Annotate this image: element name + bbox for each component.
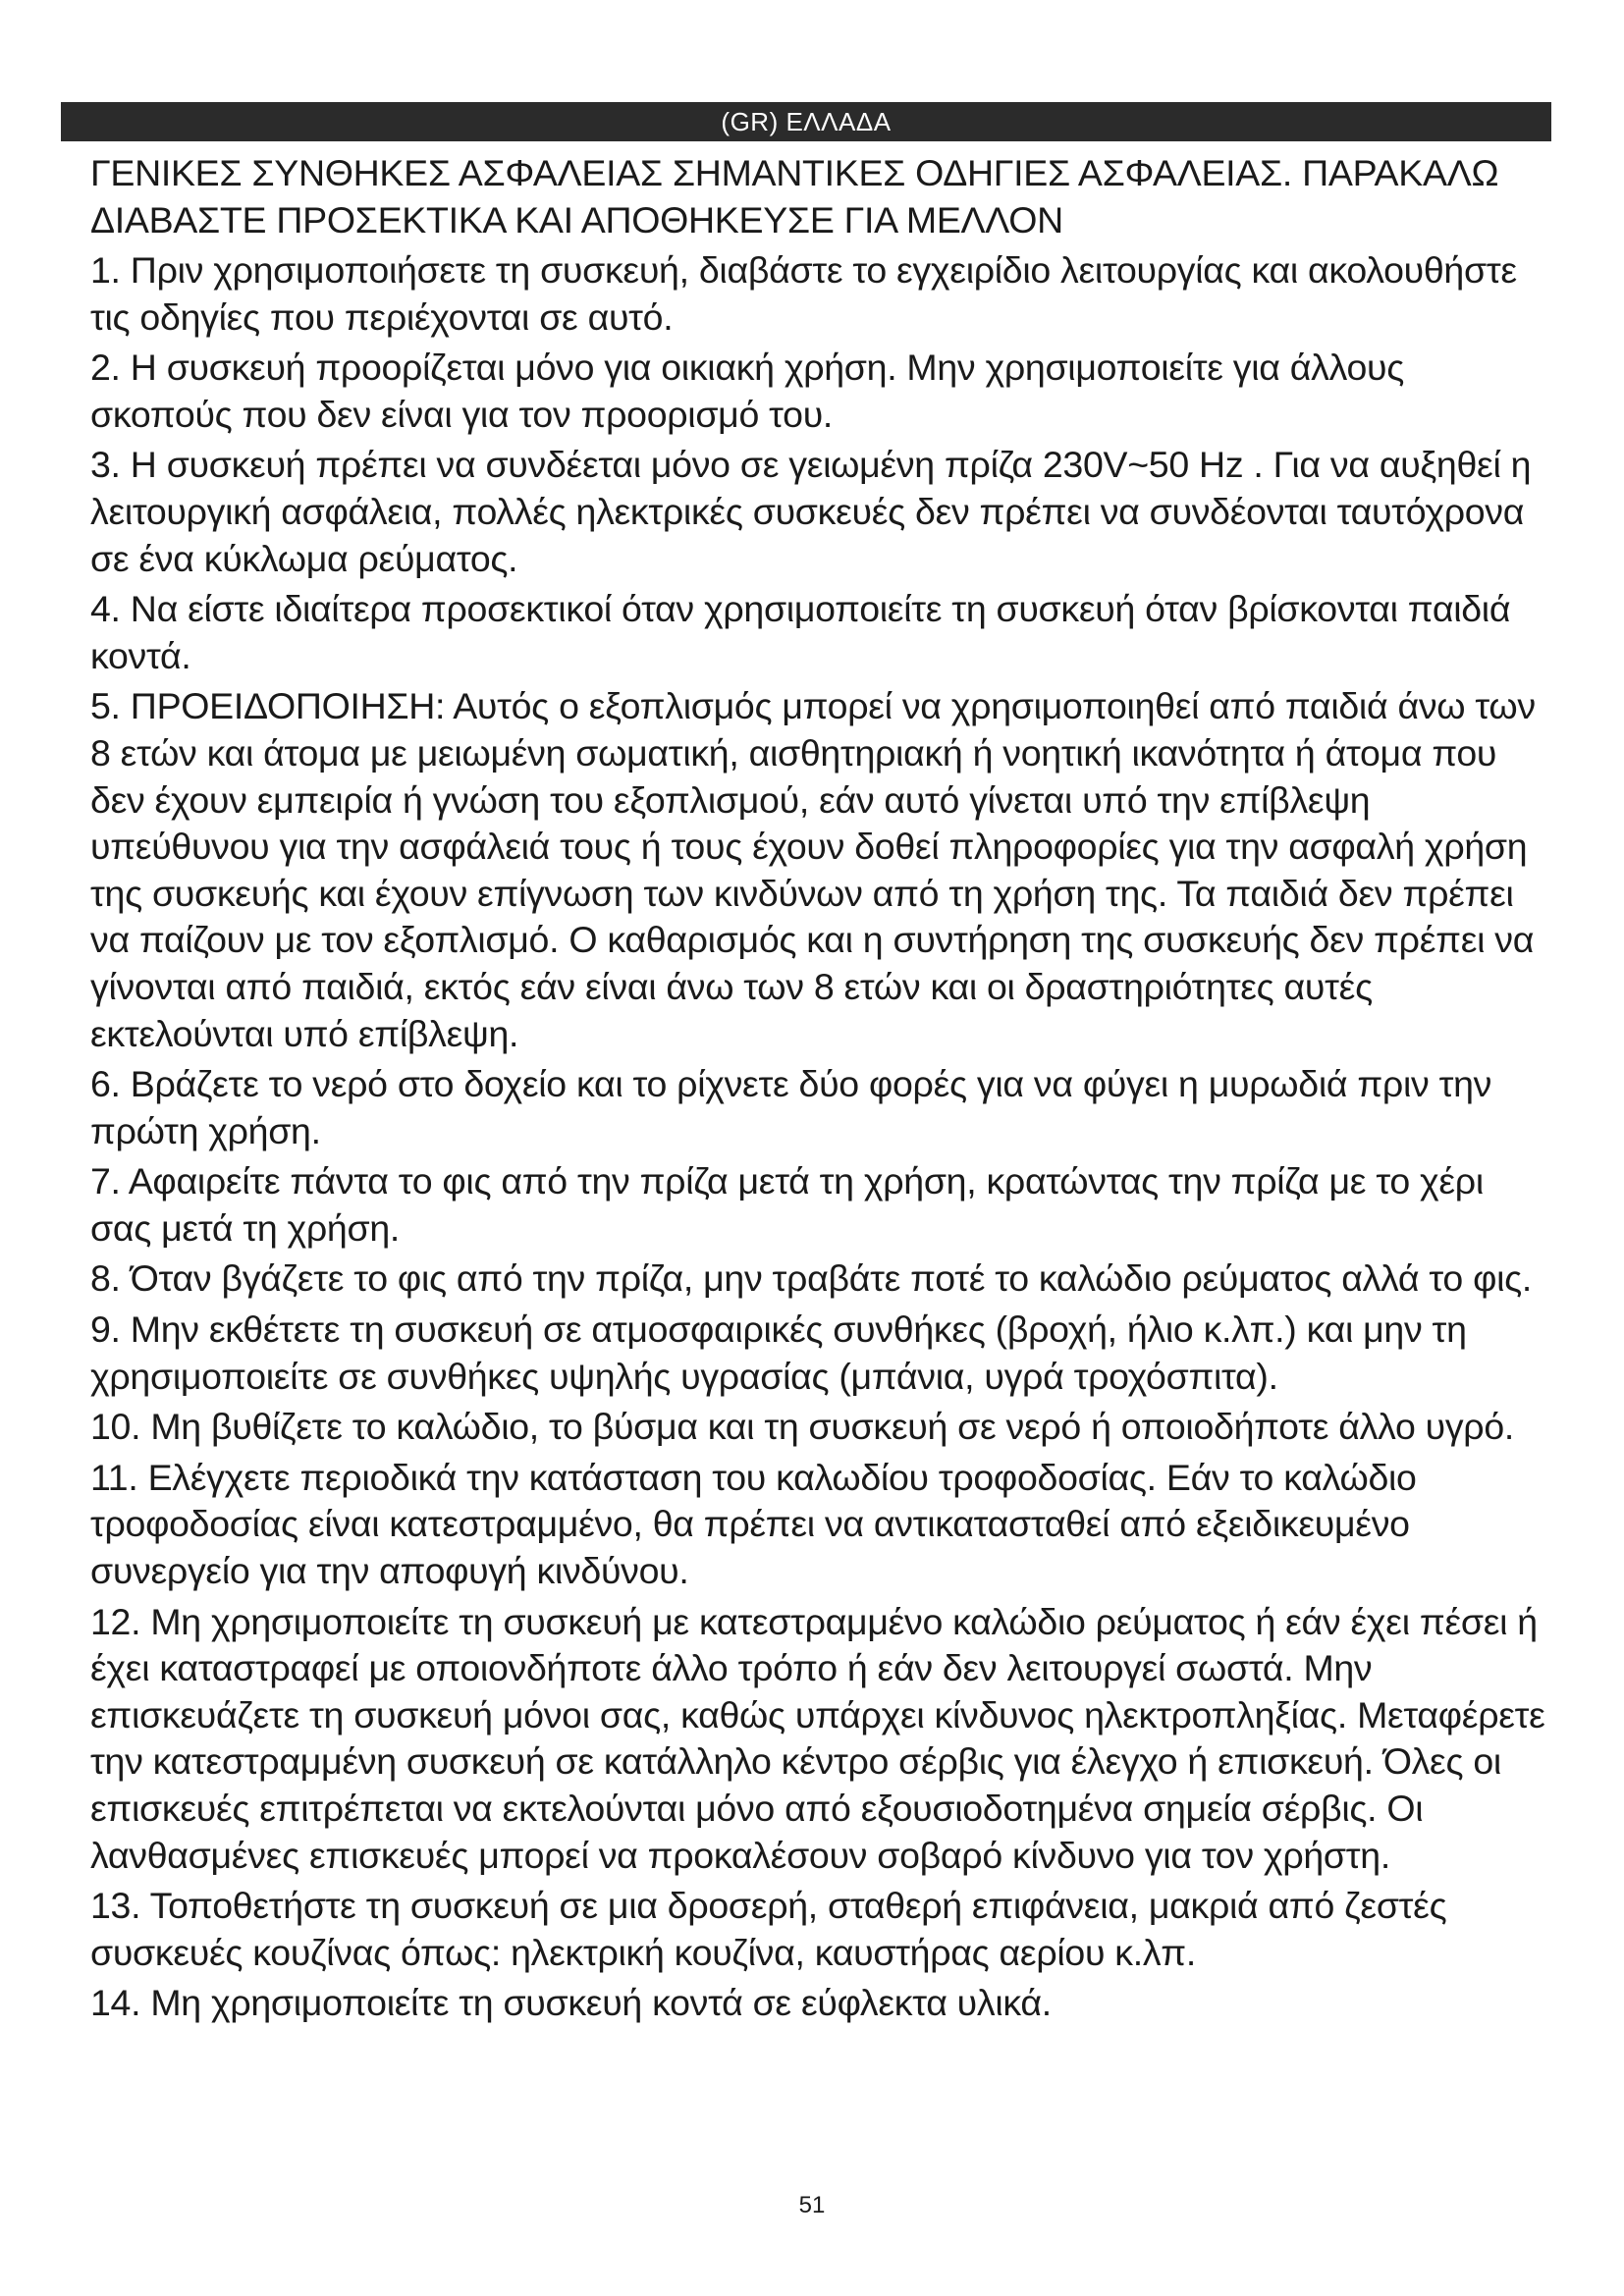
- language-header-bar: (GR) ΕΛΛΑΔΑ: [61, 102, 1551, 141]
- instruction-item-9: 9. Μην εκθέτετε τη συσκευή σε ατμοσφαιρικές συνθήκες (βροχή, ήλιο κ.λπ.) και μην τη χρησιμοποιείτε σε συνθήκες υψηλής υγρασίας (μπάνια, υγρά τροχόσπιτα).: [90, 1308, 1467, 1397]
- instruction-item-1: 1. Πριν χρησιμοποιήσετε τη συσκευή, διαβάστε το εγχειρίδιο λειτουργίας και ακολουθήστε τις οδηγίες που περιέχονται σε αυτό.: [90, 249, 1517, 338]
- section-heading: ΓΕΝΙΚΕΣ ΣΥΝΘΗΚΕΣ ΑΣΦΑΛΕΙΑΣ ΣΗΜΑΝΤΙΚΕΣ ΟΔΗΓΙΕΣ ΑΣΦΑΛΕΙΑΣ. ΠΑΡΑΚΑΛΩ ΔΙΑΒΑΣΤΕ ΠΡΟΣΕΚΤΙΚΑ ΚΑΙ ΑΠΟΘΗΚΕΥΣΕ ΓΙΑ ΜΕΛΛΟΝ: [90, 152, 1499, 240]
- instruction-item-2: 2. Η συσκευή προορίζεται μόνο για οικιακή χρήση. Μην χρησιμοποιείτε για άλλους σκοπούς που δεν είναι για τον προορισμό του.: [90, 347, 1405, 435]
- instruction-item-6: 6. Βράζετε το νερό στο δοχείο και το ρίχνετε δύο φορές για να φύγει η μυρωδιά πριν την πρώτη χρήση.: [90, 1063, 1492, 1151]
- safety-instructions: [61, 149, 1551, 2027]
- instruction-item-8: 8. Όταν βγάζετε το φις από την πρίζα, μην τραβάτε ποτέ το καλώδιο ρεύματος αλλά το φις.: [90, 1257, 1533, 1300]
- instruction-item-3: 3. Η συσκευή πρέπει να συνδέεται μόνο σε γειωμένη πρίζα 230V~50 Hz . Για να αυξηθεί η λειτουργική ασφάλεια, πολλές ηλεκτρικές συσκευές δεν πρέπει να συνδέονται ταυτόχρονα σε ένα κύκλωμα ρεύματος.: [90, 444, 1532, 579]
- page-number: 51: [798, 2192, 826, 2218]
- manual-page: [61, 102, 1551, 2031]
- instruction-item-5: 5. ΠΡΟΕΙΔΟΠΟΙΗΣΗ: Αυτός ο εξοπλισμός μπορεί να χρησιμοποιηθεί από παιδιά άνω των 8 ετών και άτομα με μειωμένη σωματική, αισθητηριακή ή νοητική ικανότητα ή άτομα που δεν έχουν εμπειρία ή γνώση του εξοπλισμού, εάν αυτό γίνεται υπό την επίβλεψη υπεύθυνου για την ασφάλειά τους ή τους έχουν δοθεί πληροφορίες για την ασφαλή χρήση της συσκευής και έχουν επίγνωση των κινδύνων από τη χρήση της. Τα παιδιά δεν πρέπει να παίζουν με τον εξοπλισμό. Ο καθαρισμός και η συντήρηση της συσκευής δεν πρέπει να γίνονται από παιδιά, εκτός εάν είναι άνω των 8 ετών και οι δραστηριότητες αυτές εκτελούνται υπό επίβλεψη.: [90, 685, 1536, 1054]
- instruction-item-7: 7. Αφαιρείτε πάντα το φις από την πρίζα μετά τη χρήση, κρατώντας την πρίζα με το χέρι σας μετά τη χρήση.: [90, 1160, 1484, 1249]
- instruction-item-13: 13. Τοποθετήστε τη συσκευή σε μια δροσερή, σταθερή επιφάνεια, μακριά από ζεστές συσκευές κουζίνας όπως: ηλεκτρική κουζίνα, καυστήρας αερίου κ.λπ.: [90, 1885, 1447, 1973]
- instruction-item-10: 10. Μη βυθίζετε το καλώδιο, το βύσμα και τη συσκευή σε νερό ή οποιοδήποτε άλλο υγρό.: [90, 1406, 1514, 1448]
- instruction-item-11: 11. Ελέγχετε περιοδικά την κατάσταση του καλωδίου τροφοδοσίας. Εάν το καλώδιο τροφοδοσίας είναι κατεστραμμένο, θα πρέπει να αντικατασταθεί από εξειδικευμένο συνεργείο για την αποφυγή κινδύνου.: [90, 1456, 1417, 1592]
- instruction-item-14: 14. Μη χρησιμοποιείτε τη συσκευή κοντά σε εύφλεκτα υλικά.: [90, 1982, 1052, 2024]
- instruction-item-4: 4. Να είστε ιδιαίτερα προσεκτικοί όταν χρησιμοποιείτε τη συσκευή όταν βρίσκονται παιδιά κοντά.: [90, 588, 1511, 676]
- instruction-item-12: 12. Μη χρησιμοποιείτε τη συσκευή με κατεστραμμένο καλώδιο ρεύματος ή εάν έχει πέσει ή έχει καταστραφεί με οποιονδήποτε άλλο τρόπο ή εάν δεν λειτουργεί σωστά. Μην επισκευάζετε τη συσκευή μόνοι σας, καθώς υπάρχει κίνδυνος ηλεκτροπληξίας. Μεταφέρετε την κατεστραμμένη συσκευή σε κατάλληλο κέντρο σέρβις για έλεγχο ή επισκευή. Όλες οι επισκευές επιτρέπεται να εκτελούνται μόνο από εξουσιοδοτημένα σημεία σέρβις. Οι λανθασμένες επισκευές μπορεί να προκαλέσουν σοβαρό κίνδυνο για τον χρήστη.: [90, 1600, 1545, 1876]
